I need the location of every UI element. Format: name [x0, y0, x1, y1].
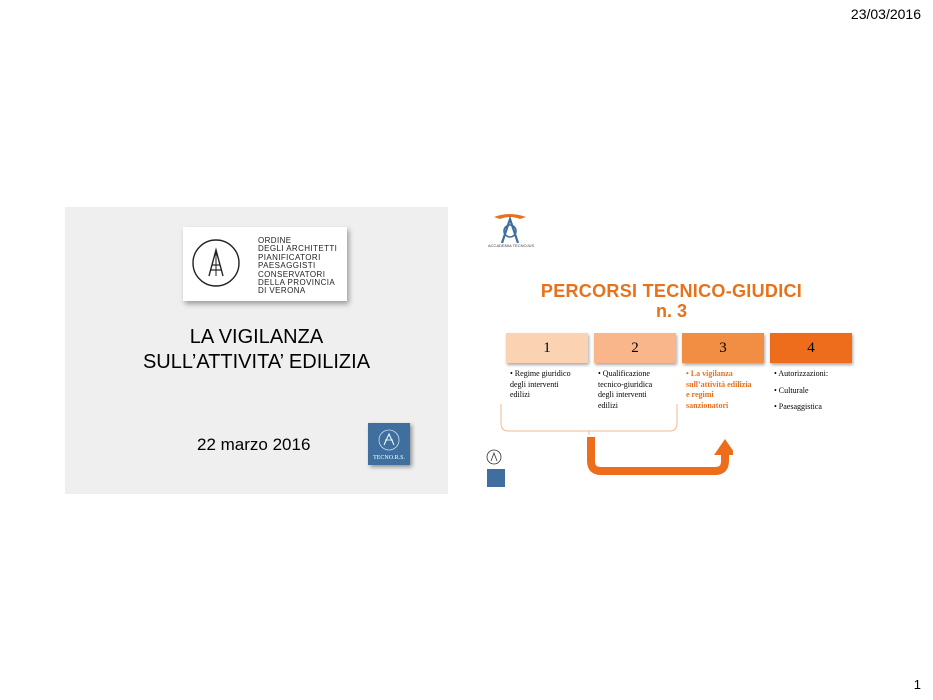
tecnors-logo-small	[487, 469, 505, 487]
step-line: sull’attività edilizia	[686, 379, 752, 389]
step-line: sanzionatori	[686, 400, 729, 410]
step-line: • Paesaggistica	[774, 402, 822, 411]
slide-date-header: 23/03/2016	[850, 6, 921, 22]
title-line: SULL’ATTIVITA’ EDILIZIA	[142, 351, 371, 373]
step-description-3	[686, 369, 752, 411]
architect-a-icon-small	[486, 449, 502, 465]
slide-title	[65, 325, 448, 375]
logo-text	[258, 237, 337, 296]
step-line: tecnico-giuridica	[598, 379, 653, 389]
step-number: 2	[631, 340, 639, 356]
logo-line: DEGLI ARCHITETTI	[258, 244, 338, 254]
step-line: edilizi	[510, 390, 530, 399]
logo-line: DELLA PROVINCIA	[258, 278, 336, 288]
title-line: LA VIGILANZA	[189, 326, 324, 348]
step-line: • La vigilanza	[686, 369, 733, 378]
steps-bracket	[500, 400, 678, 435]
curved-arrow-icon	[583, 435, 733, 477]
step-box-4	[770, 333, 852, 363]
course-overview-slide	[480, 207, 863, 494]
step-box-2	[594, 333, 676, 363]
course-number: n. 3	[655, 301, 687, 321]
logo-line: CONSERVATORI	[258, 269, 326, 279]
page-number: 1	[913, 677, 921, 692]
tecnors-logo	[368, 423, 410, 465]
step-line: edilizi	[598, 400, 618, 410]
step-line: • Culturale	[774, 385, 809, 395]
presentation-date: 22 marzo 2016	[197, 435, 311, 454]
step-number: 3	[719, 340, 727, 356]
step-line: degli interventi	[598, 390, 647, 399]
step-box-1	[506, 333, 588, 363]
step-number: 1	[543, 340, 551, 356]
logo-line: PIANIFICATORI	[258, 252, 321, 262]
step-number: 4	[807, 340, 815, 356]
step-description-1	[510, 369, 571, 401]
course-title: PERCORSI TECNICO-GIUDICI	[540, 281, 803, 301]
architect-a-icon	[191, 238, 241, 288]
logo-line: DI VERONA	[258, 286, 306, 296]
step-description-4	[774, 369, 828, 413]
step-line: • Autorizzazioni:	[774, 369, 829, 378]
badge-label: TECNO.R.S.	[373, 455, 405, 461]
step-box-3	[682, 333, 764, 363]
step-line: • Regime giuridico	[510, 369, 571, 378]
scales-icon	[377, 428, 401, 452]
logo-line: PAESAGGISTI	[258, 261, 316, 271]
step-line: e regimi	[686, 390, 714, 399]
title-slide	[65, 207, 448, 494]
step-line: degli interventi	[510, 379, 559, 389]
step-line: • Qualificazione	[598, 369, 650, 378]
academia-label: ACCADEMIA TECNOJUS	[488, 243, 535, 248]
architects-order-logo	[183, 227, 347, 301]
logo-line: ORDINE	[258, 236, 292, 245]
